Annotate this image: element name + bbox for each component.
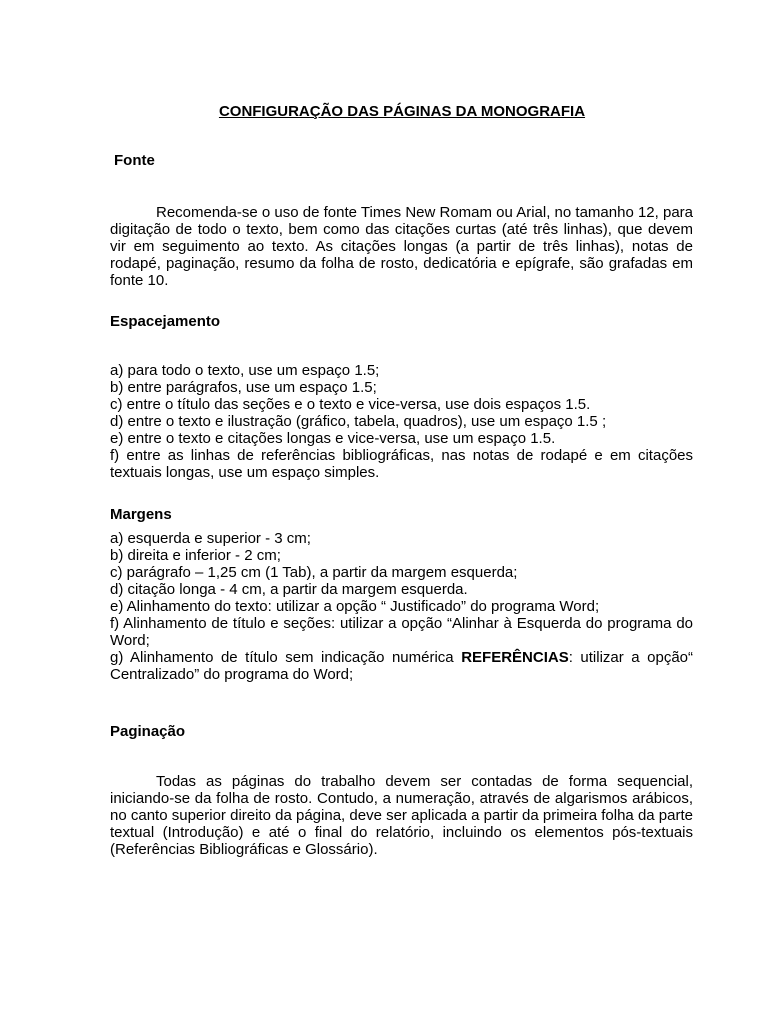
item-g-text-start: g) Alinhamento de título sem indicação numérica <box>110 649 462 666</box>
document-title: CONFIGURAÇÃO DAS PÁGINAS DA MONOGRAFIA <box>218 103 586 120</box>
section-heading-fonte: Fonte <box>114 152 155 169</box>
list-item: d) citação longa - 4 cm, a partir da margem esquerda. <box>110 581 468 598</box>
section-heading-paginacao: Paginação <box>110 723 186 740</box>
list-item-g <box>110 649 693 683</box>
list-margens <box>110 530 693 683</box>
list-item: e) Alinhamento do texto: utilizar a opção “ Justificado” do programa Word; <box>110 598 600 615</box>
section-heading-margens: Margens <box>110 506 172 523</box>
section-heading-espacejamento: Espacejamento <box>110 313 221 330</box>
paragraph-fonte: Recomenda-se o uso de fonte Times New Romam ou Arial, no tamanho 12, para digitação de todo o texto, bem como das citações curtas (até três linhas), que devem vir em seguimento ao texto. As citações longas (a partir de três linhas), notas de rodapé, paginação, resumo da folha de rosto, dedicatória e epígrafe, são grafadas em fonte 10. <box>110 204 693 289</box>
list-item: b) direita e inferior - 2 cm; <box>110 547 281 564</box>
item-g-bold-term: REFERÊNCIAS <box>461 649 569 666</box>
list-espacejamento <box>110 362 693 481</box>
list-item: c) parágrafo – 1,25 cm (1 Tab), a partir da margem esquerda; <box>110 564 518 581</box>
paragraph-paginacao: Todas as páginas do trabalho devem ser contadas de forma sequencial, iniciando-se da folha de rosto. Contudo, a numeração, através de algarismos arábicos, no canto superior direito da página, deve ser aplicada a partir da primeira folha da parte textual (Introdução) e até o final do relatório, incluindo os elementos pós-textuais (Referências Bibliográficas e Glossário). <box>110 773 693 858</box>
list-item: c) entre o título das seções e o texto e vice-versa, use dois espaços 1.5. <box>110 396 591 413</box>
list-item: a) esquerda e superior - 3 cm; <box>110 530 311 547</box>
list-item: b) entre parágrafos, use um espaço 1.5; <box>110 379 377 396</box>
list-item: a) para todo o texto, use um espaço 1.5; <box>110 362 380 379</box>
list-item: f) Alinhamento de título e seções: utilizar a opção “Alinhar à Esquerda do programa do Word; <box>110 615 693 649</box>
item-g-text-end: : utilizar a opção“ Centralizado” do programa do Word; <box>110 649 693 683</box>
list-item: d) entre o texto e ilustração (gráfico, tabela, quadros), use um espaço 1.5 ; <box>110 413 607 430</box>
list-item: f) entre as linhas de referências bibliográficas, nas notas de rodapé e em citações textuais longas, use um espaço simples. <box>110 447 693 481</box>
list-item: e) entre o texto e citações longas e vice-versa, use um espaço 1.5. <box>110 430 556 447</box>
